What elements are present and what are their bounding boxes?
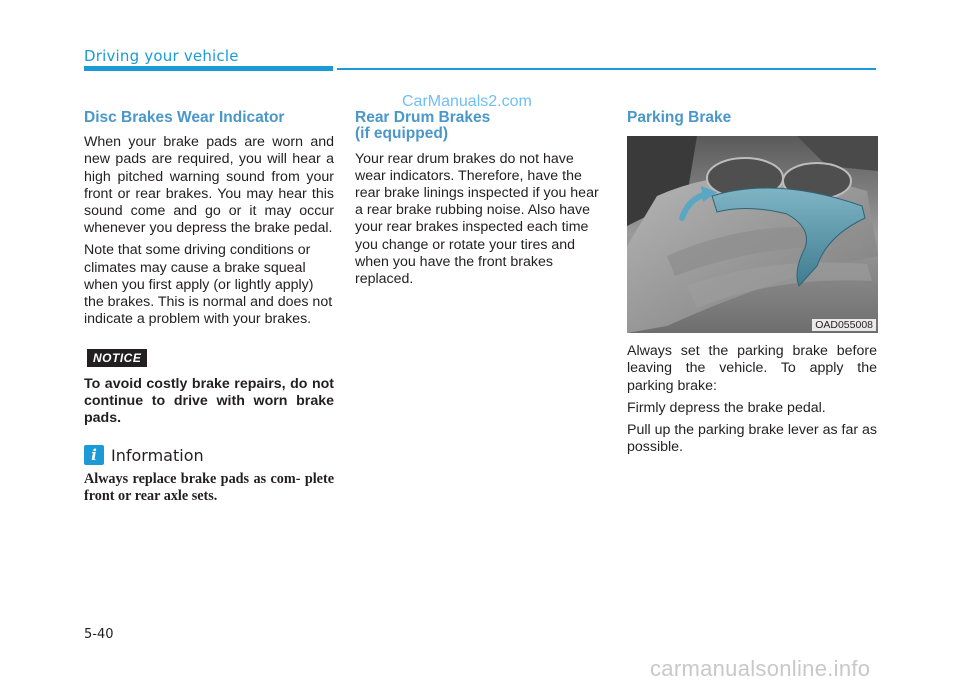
watermark-bottom: carmanualsonline.info (650, 656, 871, 681)
notice-text: To avoid costly brake repairs, do not continue to drive with worn brake pads. (84, 375, 334, 426)
column-rear-drum-brakes (355, 110, 605, 293)
column-disc-brakes (84, 110, 334, 505)
watermark-top: CarManuals2.com (402, 93, 532, 110)
photo-code: OAD055008 (812, 319, 876, 331)
paragraph: When your brake pads are worn and new pads are required, you will hear a high pitched warning sound from your front or rear brakes. You may hear this sound come and go or it may occur whenever you depress the brake pedal. (84, 134, 334, 237)
header-rule (337, 68, 876, 70)
section-title: Driving your vehicle (84, 47, 239, 65)
information-text: Always replace brake pads as com- plete front or rear axle sets. (84, 471, 334, 505)
page-number: 5-40 (84, 627, 114, 642)
paragraph: Your rear drum brakes do not have wear indicators. Therefore, have the rear brake linings inspected if you hear a rear brake rubbing noise. Also have your rear brakes inspected each time you change or rotate your tires and when you have the front brakes replaced. (355, 150, 599, 287)
info-icon: i (84, 445, 104, 465)
parking-brake-illustration (627, 136, 878, 333)
information-title: Information (111, 445, 204, 465)
paragraph: Note that some driving conditions or climates may cause a brake squeal when you first apply (or lightly apply) the brakes. This is normal and does not indicate a problem with your brakes. (84, 242, 333, 328)
notice-badge: NOTICE (87, 349, 147, 367)
paragraph: Firmly depress the brake pedal. (627, 399, 826, 416)
paragraph: Pull up the parking brake lever as far as possible. (627, 422, 877, 456)
column-parking-brake (627, 110, 877, 461)
parking-brake-photo (627, 136, 878, 333)
heading-disc-brakes: Disc Brakes Wear Indicator (84, 109, 285, 126)
paragraph: Always set the parking brake before leaving the vehicle. To apply the parking brake: (627, 343, 877, 394)
heading-line: (if equipped) (355, 125, 448, 143)
header-accent-bar (84, 66, 333, 71)
heading-rear-drum-brakes (355, 110, 605, 143)
heading-line: Rear Drum Brakes (355, 109, 491, 126)
information-header (84, 445, 334, 465)
heading-parking-brake: Parking Brake (627, 109, 732, 126)
